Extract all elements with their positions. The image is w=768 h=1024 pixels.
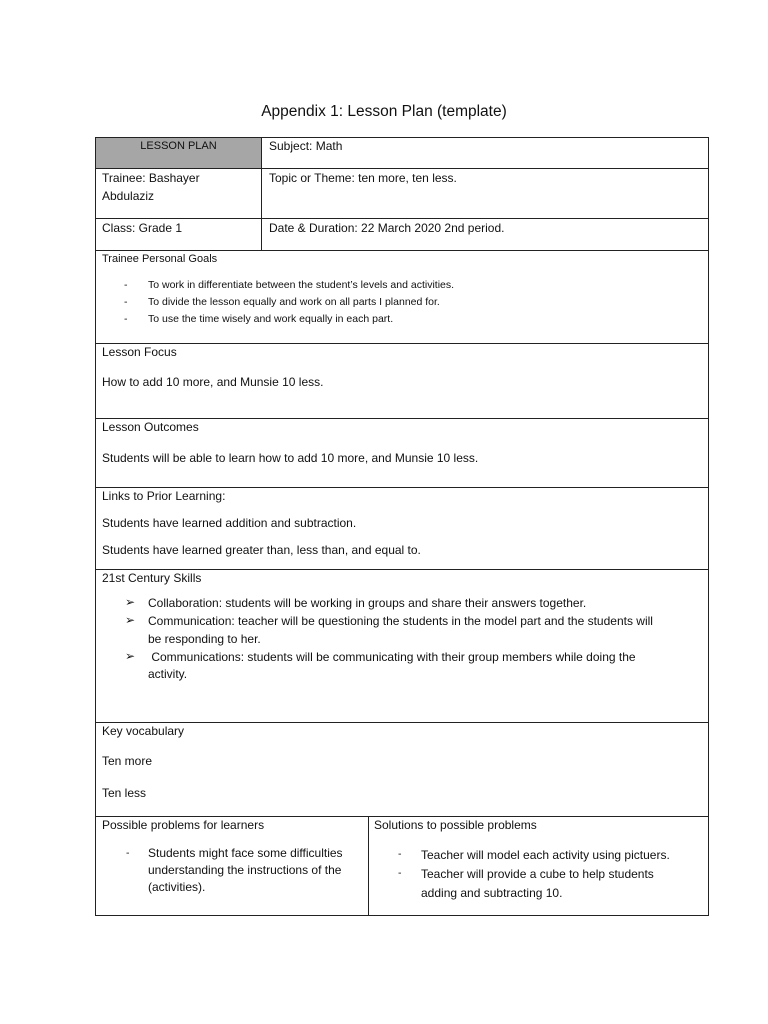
prior-heading: Links to Prior Learning:: [102, 489, 226, 503]
trainee-line1: Trainee: Bashayer: [102, 171, 200, 185]
header-row: [95, 137, 709, 169]
goals-row: [95, 251, 709, 344]
skill-item-continued: activity.: [148, 667, 188, 681]
class-row: [95, 219, 709, 251]
date-cell: [262, 219, 708, 250]
focus-text: How to add 10 more, and Munsie 10 less.: [102, 375, 324, 389]
vocab-row: [95, 723, 709, 817]
skill-item: Collaboration: students will be working in groups and share their answers together.: [148, 596, 587, 610]
skills-heading: 21st Century Skills: [102, 571, 202, 585]
skills-row: [95, 570, 709, 723]
solutions-cell: [368, 817, 708, 915]
prior-line: Students have learned addition and subtraction.: [102, 516, 357, 530]
prior-row: [95, 488, 709, 570]
skill-item: Communication: teacher will be questioning the students in the model part and the students will: [148, 614, 653, 628]
problems-row: [95, 817, 709, 916]
problem-line: understanding the instructions of the: [148, 863, 342, 877]
prior-line: Students have learned greater than, less than, and equal to.: [102, 543, 421, 557]
solution-item: Teacher will provide a cube to help students: [421, 867, 654, 881]
bullet-dash: -: [124, 296, 128, 308]
goal-item: To work in differentiate between the student’s levels and activities.: [148, 279, 455, 291]
trainee-line2: Abdulaziz: [102, 189, 155, 203]
trainee-cell: [96, 169, 262, 218]
solution-item-continued: adding and subtracting 10.: [421, 886, 563, 900]
subject-text: Subject: Math: [269, 139, 343, 153]
arrow-bullet-icon: ➢: [125, 613, 136, 627]
topic-cell: [262, 169, 708, 218]
bullet-dash: -: [126, 847, 130, 859]
vocab-word: Ten less: [102, 786, 147, 800]
bullet-dash: -: [398, 867, 402, 879]
class-text: Class: Grade 1: [102, 221, 183, 235]
bullet-dash: -: [398, 848, 402, 860]
outcomes-text: Students will be able to learn how to add 10 more, and Munsie 10 less.: [102, 451, 479, 465]
subject-cell: [262, 138, 708, 168]
focus-heading: Lesson Focus: [102, 345, 177, 359]
arrow-bullet-icon: ➢: [125, 595, 136, 609]
trainee-row: [95, 169, 709, 219]
lesson-plan-label: LESSON PLAN: [140, 140, 217, 152]
goals-heading: Trainee Personal Goals: [102, 253, 218, 265]
page-title: Appendix 1: Lesson Plan (template): [261, 103, 507, 120]
bullet-dash: -: [124, 279, 128, 291]
skill-item: Communications: students will be communicating with their group members while doing the: [148, 650, 636, 664]
problem-line: (activities).: [148, 880, 206, 894]
vocab-word: Ten more: [102, 754, 153, 768]
solution-item: Teacher will model each activity using pictuers.: [421, 848, 670, 862]
focus-row: [95, 344, 709, 419]
bullet-dash: -: [124, 313, 128, 325]
solutions-heading: Solutions to possible problems: [374, 818, 537, 832]
problems-cell: [96, 817, 369, 915]
problems-heading: Possible problems for learners: [102, 818, 265, 832]
arrow-bullet-icon: ➢: [125, 649, 136, 663]
skill-item-continued: be responding to her.: [148, 632, 261, 646]
goal-item: To use the time wisely and work equally in each part.: [148, 313, 394, 325]
outcomes-row: [95, 419, 709, 488]
vocab-heading: Key vocabulary: [102, 724, 185, 738]
lesson-plan-table: [95, 137, 709, 916]
goal-item: To divide the lesson equally and work on all parts I planned for.: [148, 296, 440, 308]
lesson-plan-cell: [96, 138, 262, 168]
outcomes-heading: Lesson Outcomes: [102, 420, 199, 434]
problem-line: Students might face some difficulties: [148, 846, 343, 860]
topic-text: Topic or Theme: ten more, ten less.: [269, 171, 457, 185]
class-cell: [96, 219, 262, 250]
date-text: Date & Duration: 22 March 2020 2nd period.: [269, 221, 505, 235]
